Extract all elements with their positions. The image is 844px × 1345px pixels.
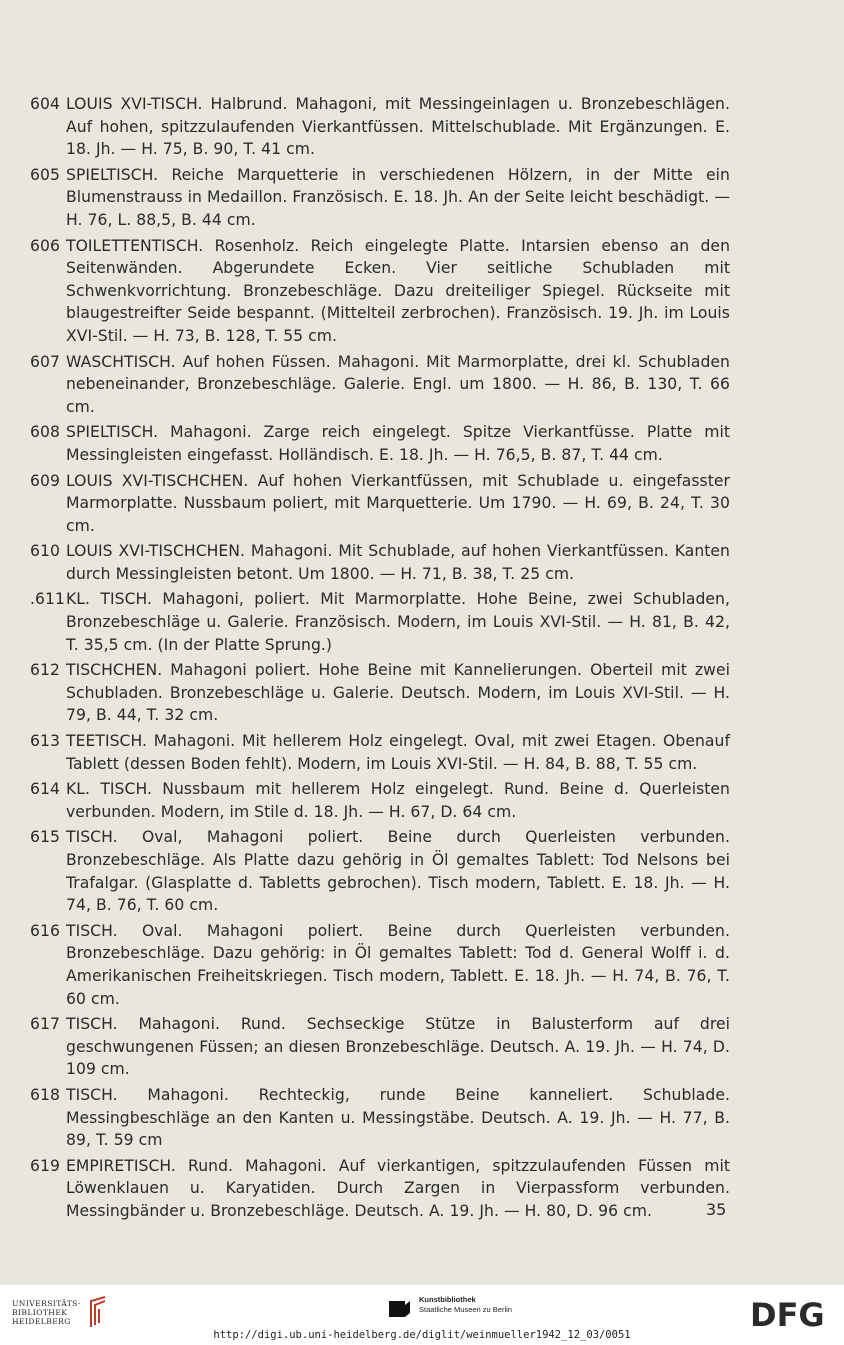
page-number: 35 bbox=[706, 1200, 727, 1219]
entry-description: TISCHCHEN. Mahagoni poliert. Hohe Beine mit Kannelierungen. Oberteil mit zwei Schubladen. Bronzebeschläge u. Galerie. Deutsch. Modern, im Louis XVI-Stil. — H. 79, B. 44, T. 32 cm. bbox=[66, 661, 730, 725]
ub-emblem-icon bbox=[87, 1295, 109, 1329]
catalog-entry bbox=[30, 351, 730, 419]
dfg-logo-icon bbox=[750, 1298, 832, 1330]
catalog-entry bbox=[30, 1084, 730, 1152]
entry-number: 604 bbox=[30, 95, 60, 113]
ub-line-2: BIBLIOTHEK bbox=[12, 1307, 68, 1317]
entry-description: TISCH. Oval, Mahagoni poliert. Beine durch Querleisten verbunden. Bronzebeschläge. Als Platte dazu gehörig in Öl gemaltes Tablett: Tod Nelsons bei Trafalgar. (Glasplatte d. Tabletts gebrochen). Tisch modern, Tablett. E. 18. Jh. — H. 74, B. 76, T. 60 cm. bbox=[66, 828, 730, 915]
entry-number: 606 bbox=[30, 236, 60, 255]
entry-description: WASCHTISCH. Auf hohen Füssen. Mahagoni. Mit Marmorplatte, drei kl. Schubladen nebeneinander, Bronzebeschläge. Galerie. Engl. um 1800. — H. 86, B. 130, T. 66 cm. bbox=[66, 352, 730, 416]
catalog-entry bbox=[30, 659, 730, 727]
entry-description: TOILETTENTISCH. Rosenholz. Reich eingelegte Platte. Intarsien ebenso an den Seitenwänden. Abgerundete Ecken. Vier seitliche Schubladen mit Schwenkvorrichtung. Bronzebeschläge. Dazu dreiteiliger Spiegel. Rückseite mit blaugestreifter Seide bespannt. (Mittelteil zerbrochen). Französisch. 19. Jh. im Louis XVI-Stil. — H. 73, B. 128, T. 55 cm. bbox=[66, 236, 730, 345]
entry-number: 608 bbox=[30, 423, 60, 442]
catalog-entry bbox=[30, 93, 730, 161]
kb-line-1: Kunstbibliothek bbox=[419, 1295, 476, 1304]
entry-number: 616 bbox=[30, 921, 60, 940]
entry-description: EMPIRETISCH. Rund. Mahagoni. Auf vierkantigen, spitzzulaufenden Füssen mit Löwenklauen u. Karyatiden. Durch Zargen in Vierpassform verbunden. Messingbänder u. Bronzebeschläge. Deutsch. A. 19. Jh. — H. 80, D. 96 cm. bbox=[66, 1156, 730, 1220]
entry-description: TISCH. Oval. Mahagoni poliert. Beine durch Querleisten verbunden. Bronzebeschläge. Dazu gehörig: in Öl gemaltes Tablett: Tod d. General Wolff i. d. Amerikanischen Freiheitskriegen. Tisch modern, Tablett. E. 18. Jh. — H. 74, B. 76, T. 60 cm. bbox=[66, 921, 730, 1008]
catalog-entry bbox=[30, 421, 730, 466]
entry-number: 619 bbox=[30, 1156, 60, 1175]
entry-number: 605 bbox=[30, 165, 60, 184]
entry-number: 617 bbox=[30, 1015, 60, 1034]
kunstbibliothek-wordmark bbox=[419, 1295, 512, 1315]
entry-description: TEETISCH. Mahagoni. Mit hellerem Holz eingelegt. Oval, mit zwei Etagen. Obenauf Tablett (dessen Boden fehlt). Modern, im Louis XVI-Stil. — H. 84, B. 88, T. 55 cm. bbox=[66, 732, 730, 773]
entry-number: 612 bbox=[30, 661, 60, 680]
entry-description: LOUIS XVI-TISCHCHEN. Auf hohen Vierkantfüssen, mit Schublade u. eingefasster Marmorplatte. Nussbaum poliert, mit Marquetterie. Um 1790. — H. 69, B. 24, T. 30 cm. bbox=[66, 471, 730, 535]
catalog-entry bbox=[30, 470, 730, 538]
entry-description: KL. TISCH. Mahagoni, poliert. Mit Marmorplatte. Hohe Beine, zwei Schubladen, Bronzebeschläge u. Galerie. Französisch. Modern, im Louis XVI-Stil. — H. 81, B. 42, T. 35,5 cm. (In der Platte Sprung.) bbox=[66, 590, 730, 654]
catalog-entries bbox=[30, 93, 730, 1226]
catalog-entry bbox=[30, 1155, 730, 1223]
catalog-entry bbox=[30, 730, 730, 775]
ub-line-1: UNIVERSITÄTS- bbox=[12, 1298, 82, 1308]
ub-heidelberg-wordmark bbox=[12, 1299, 81, 1326]
kb-line-2: Staatliche Museen zu Berlin bbox=[419, 1305, 512, 1314]
entry-description: SPIELTISCH. Mahagoni. Zarge reich eingelegt. Spitze Vierkantfüsse. Platte mit Messingleisten eingefasst. Holländisch. E. 18. Jh. — H. 76,5, B. 87, T. 44 cm. bbox=[66, 423, 730, 464]
catalog-entry bbox=[30, 588, 730, 656]
entry-number: 613 bbox=[30, 732, 60, 751]
catalog-entry bbox=[30, 235, 730, 348]
kunstbibliothek-emblem-icon bbox=[386, 1295, 412, 1321]
entry-description: TISCH. Mahagoni. Rund. Sechseckige Stütze in Balusterform auf drei geschwungenen Füssen; an diesen Bronzebeschläge. Deutsch. A. 19. Jh. — H. 74, D. 109 cm. bbox=[66, 1015, 730, 1079]
entry-number: 618 bbox=[30, 1085, 60, 1104]
catalog-entry bbox=[30, 920, 730, 1010]
entry-number: 609 bbox=[30, 471, 60, 490]
entry-number: 610 bbox=[30, 542, 60, 561]
entry-number: .611 bbox=[30, 590, 65, 609]
catalog-entry bbox=[30, 1013, 730, 1081]
ub-heidelberg-logo[interactable] bbox=[12, 1295, 109, 1329]
catalog-entry bbox=[30, 164, 730, 232]
entry-description: SPIELTISCH. Reiche Marquetterie in verschiedenen Hölzern, in der Mitte ein Blumenstrauss in Medaillon. Französisch. E. 18. Jh. An der Seite leicht beschädigt. — H. 76, L. 88,5, B. 44 cm. bbox=[66, 165, 730, 229]
kunstbibliothek-logo[interactable] bbox=[386, 1295, 512, 1321]
entry-number: 615 bbox=[30, 828, 60, 847]
catalog-entry bbox=[30, 540, 730, 585]
entry-description: TISCH. Mahagoni. Rechteckig, runde Beine kanneliert. Schublade. Messingbeschläge an den Kanten u. Messingstäbe. Deutsch. A. 19. Jh. — H. 77, B. 89, T. 59 cm bbox=[66, 1085, 730, 1150]
entry-number: 614 bbox=[30, 780, 60, 799]
catalog-entry bbox=[30, 826, 730, 916]
entry-description: LOUIS XVI-TISCHCHEN. Mahagoni. Mit Schublade, auf hohen Vierkantfüssen. Kanten durch Messingleisten betont. Um 1800. — H. 71, B. 38, T. 25 cm. bbox=[66, 542, 730, 583]
ub-line-3: HEIDELBERG bbox=[12, 1316, 71, 1326]
entry-description: LOUIS XVI-TISCH. Halbrund. Mahagoni, mit Messingeinlagen u. Bronzebeschlägen. Auf hohen, spitzzulaufenden Vierkantfüssen. Mittelschublade. Mit Ergänzungen. E. 18. Jh. — H. 75, B. 90, T. 41 cm. bbox=[66, 95, 730, 159]
catalog-entry bbox=[30, 778, 730, 823]
entry-description: KL. TISCH. Nussbaum mit hellerem Holz eingelegt. Rund. Beine d. Querleisten verbunden. Modern, im Stile d. 18. Jh. — H. 67, D. 64 cm. bbox=[66, 780, 730, 821]
source-url[interactable]: http://digi.ub.uni-heidelberg.de/diglit/weinmueller1942_12_03/0051 bbox=[213, 1329, 631, 1341]
dfg-logo-text: DFG bbox=[750, 1298, 825, 1330]
entry-number: 607 bbox=[30, 352, 60, 371]
